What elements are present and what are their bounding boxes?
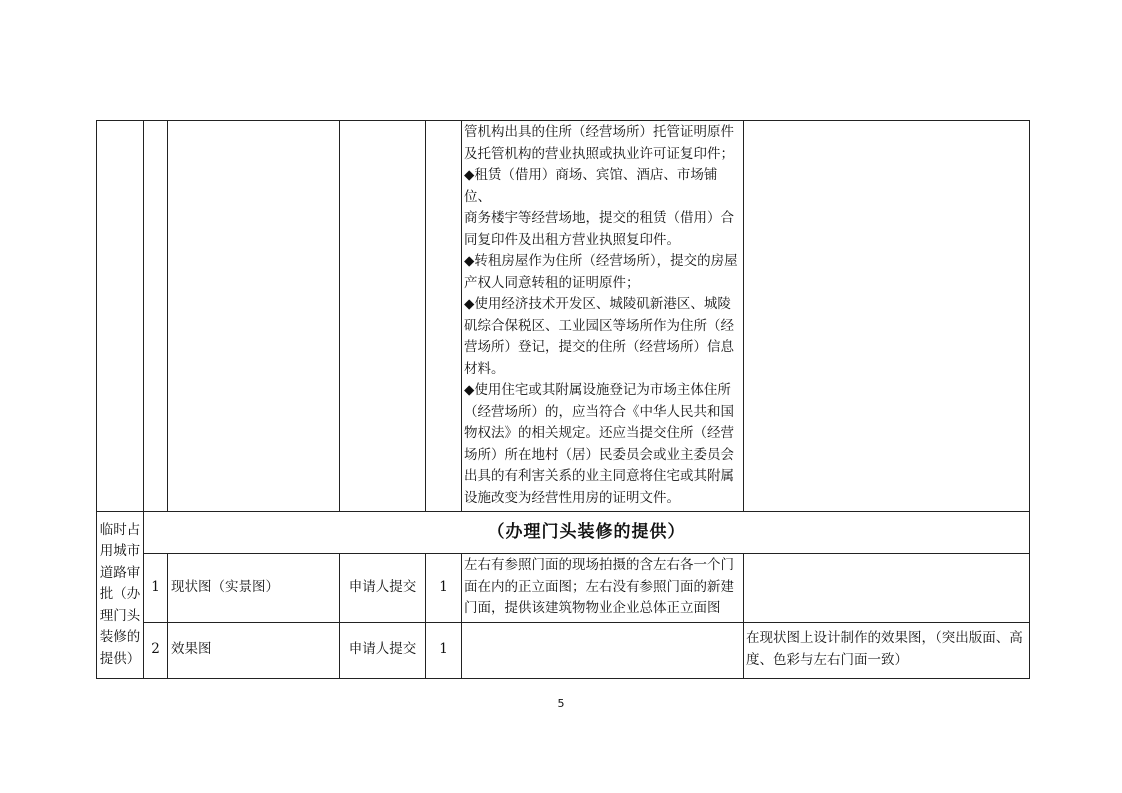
materials-table — [96, 120, 1030, 679]
requirement-line: （经营场所）的，应当符合《中华人民共和国 — [464, 403, 734, 420]
requirement-line: ◆转租房屋作为住所（经营场所），提交的房屋 — [464, 253, 738, 269]
requirement-line: ◆使用经济技术开发区、城陵矶新港区、城陵 — [464, 296, 731, 312]
requirement-line: 门面，提供该建筑物物业企业总体正立面图 — [464, 600, 721, 616]
material-count: 1 — [426, 554, 462, 623]
continued-requirement-cell — [462, 121, 744, 512]
requirement-line: ◆使用住宅或其附属设施登记为市场主体住所 — [464, 382, 731, 398]
remark-line: 度、色彩与左右门面一致） — [746, 651, 908, 668]
table-row — [97, 554, 1030, 623]
category-line: 道路审 — [99, 564, 141, 581]
category-line: 装修的 — [99, 629, 141, 645]
material-source: 申请人提交 — [340, 554, 426, 623]
section-title: （办理门头装修的提供） — [144, 512, 1030, 554]
material-remark — [744, 622, 1030, 678]
material-remark — [744, 554, 1030, 623]
section-header-row — [97, 512, 1030, 554]
requirement-line: 营场所）登记，提交的住所（经营场所）信息 — [464, 339, 734, 355]
row-number: 1 — [144, 554, 168, 623]
requirement-line: 商务楼宇等经营场地，提交的租赁（借用）合 — [464, 210, 734, 226]
category-line: 理门头 — [99, 607, 141, 624]
continued-source-cell — [340, 121, 426, 512]
remark-line: 在现状图上设计制作的效果图，（突出版面、高 — [746, 630, 1023, 646]
material-requirement — [462, 622, 744, 678]
category-cell — [97, 512, 144, 679]
requirement-line: 及托管机构的营业执照或执业许可证复印件； — [464, 145, 734, 162]
material-source: 申请人提交 — [340, 622, 426, 678]
requirement-line: 出具的有利害关系的业主同意将住宅或其附属 — [464, 468, 734, 484]
continued-category-cell — [97, 121, 144, 512]
category-line: 批（办 — [99, 586, 141, 602]
category-line: 提供） — [99, 650, 141, 667]
requirement-line: 管机构出具的住所（经营场所）托管证明原件 — [464, 124, 734, 140]
requirement-line: ◆租赁（借用）商场、宾馆、酒店、市场铺位、 — [464, 167, 718, 205]
category-line: 临时占 — [99, 521, 141, 538]
requirement-line: 面在内的正立面图；左右没有参照门面的新建 — [464, 578, 734, 595]
continued-name-cell — [168, 121, 340, 512]
requirement-line: 同复印件及出租方营业执照复印件。 — [464, 231, 680, 248]
requirement-line: 产权人同意转租的证明原件； — [464, 274, 640, 291]
material-requirement — [462, 554, 744, 623]
category-line: 用城市 — [99, 543, 141, 559]
material-name: 效果图 — [168, 622, 340, 678]
table-row — [97, 622, 1030, 678]
continued-no-cell — [144, 121, 168, 512]
continued-row — [97, 121, 1030, 512]
requirement-line: 物权法》的相关规定。还应当提交住所（经营 — [464, 425, 734, 441]
row-number: 2 — [144, 622, 168, 678]
requirement-line: 场所）所在地村（居）民委员会或业主委员会 — [464, 446, 734, 463]
page-number: 5 — [557, 697, 565, 710]
material-count: 1 — [426, 622, 462, 678]
requirement-line: 矶综合保税区、工业园区等场所作为住所（经 — [464, 317, 734, 334]
continued-remark-cell — [744, 121, 1030, 512]
material-name: 现状图（实景图） — [168, 554, 340, 623]
requirement-line: 左右有参照门面的现场拍摄的含左右各一个门 — [464, 557, 734, 573]
continued-count-cell — [426, 121, 462, 512]
requirement-line: 材料。 — [464, 360, 505, 377]
requirement-line: 设施改变为经营性用房的证明文件。 — [464, 489, 680, 506]
